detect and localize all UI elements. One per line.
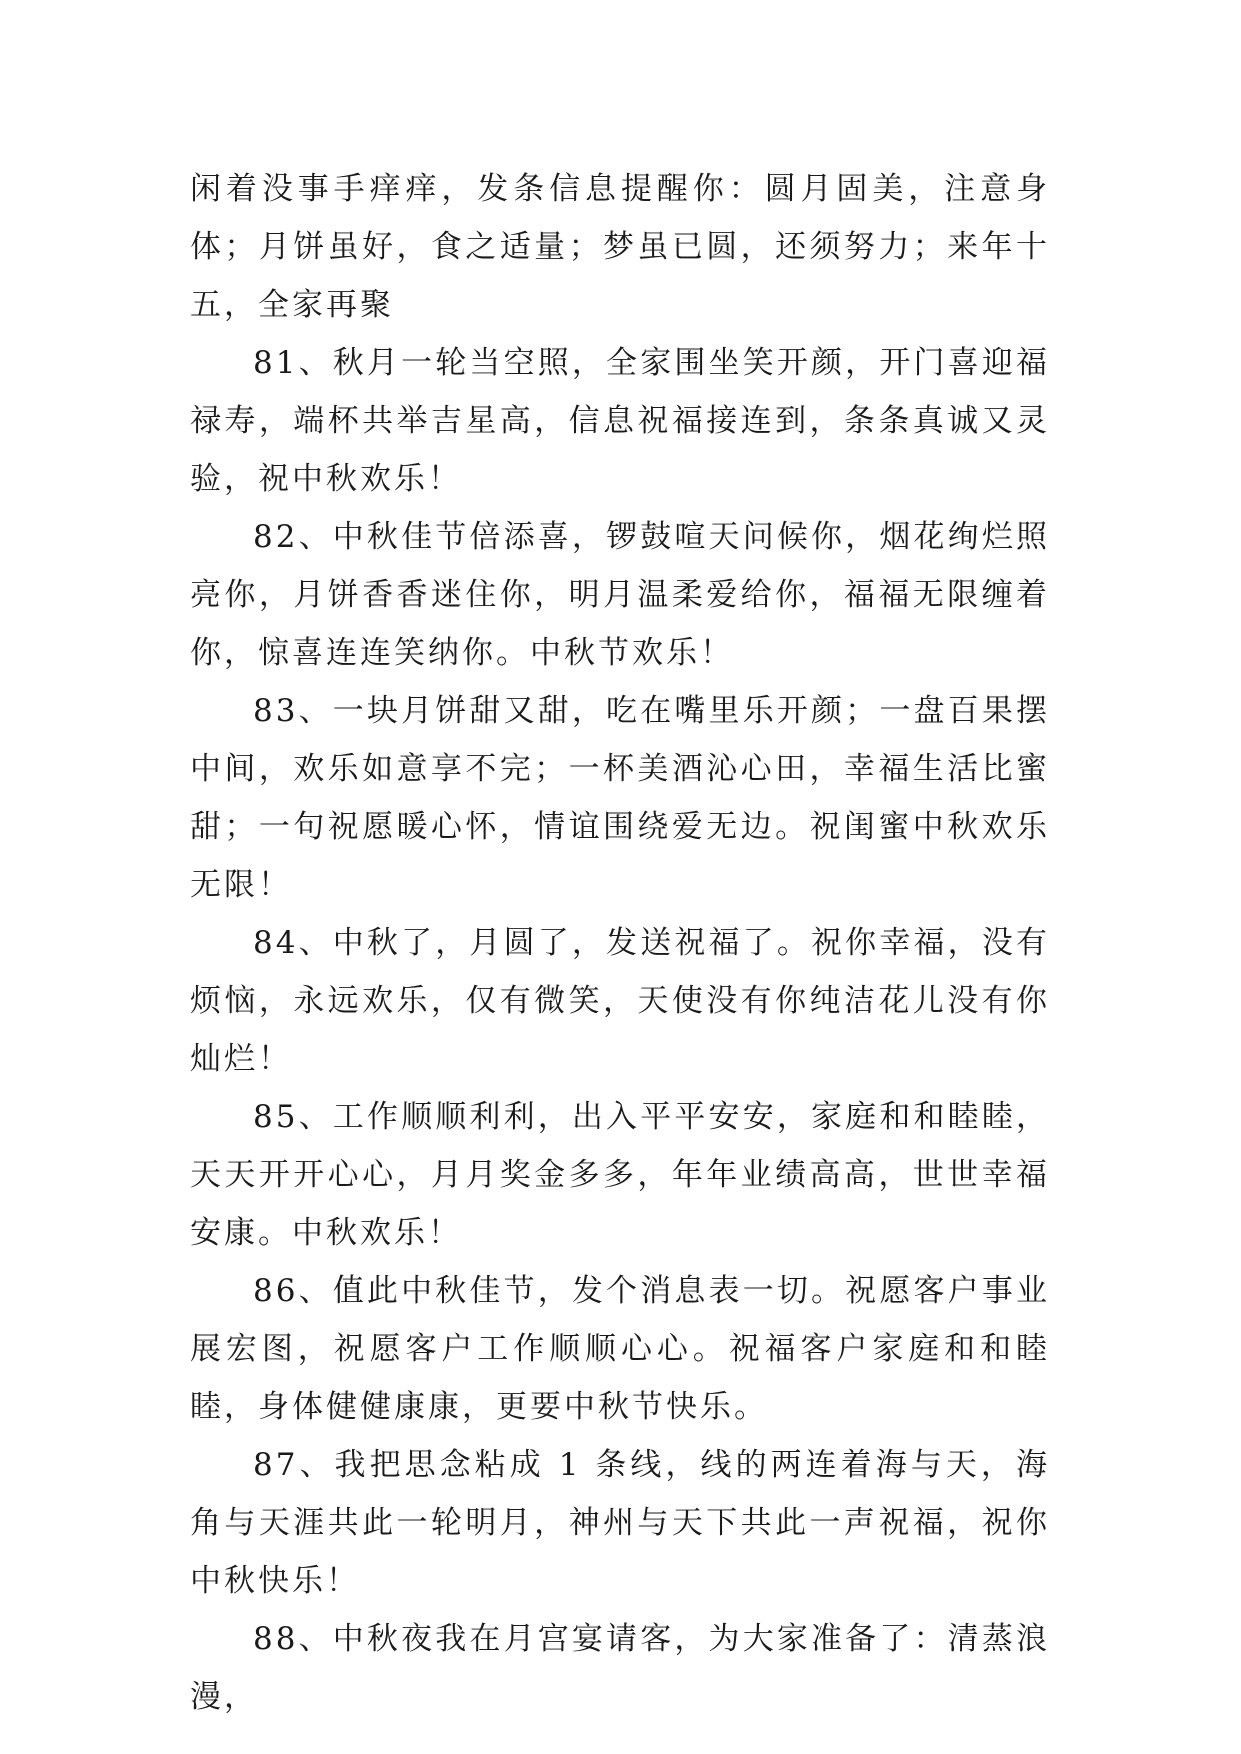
paragraph-81: 81、秋月一轮当空照，全家围坐笑开颜，开门喜迎福禄寿，端杯共举吉星高，信息祝福接连到，条条真诚又灵验，祝中秋欢乐！ <box>190 345 1050 497</box>
document-body <box>190 160 1050 1726</box>
paragraph: 闲着没事手痒痒，发条信息提醒你：圆月固美，注意身体；月饼虽好，食之适量；梦虽已圆，还须努力；来年十五，全家再聚 <box>190 171 1050 323</box>
paragraph-82: 82、中秋佳节倍添喜，锣鼓喧天问候你，烟花绚烂照亮你，月饼香香迷住你，明月温柔爱给你，福福无限缠着你，惊喜连连笑纳你。中秋节欢乐！ <box>190 519 1050 671</box>
paragraph-83: 83、一块月饼甜又甜，吃在嘴里乐开颜；一盘百果摆中间，欢乐如意享不完；一杯美酒沁心田，幸福生活比蜜甜；一句祝愿暖心怀，情谊围绕爱无边。祝闺蜜中秋欢乐无限！ <box>190 693 1050 903</box>
paragraph-85: 85、工作顺顺利利，出入平平安安，家庭和和睦睦，天天开开心心，月月奖金多多，年年业绩高高，世世幸福安康。中秋欢乐！ <box>190 1099 1050 1251</box>
paragraph-87: 87、我把思念粘成 1 条线，线的两连着海与天，海角与天涯共此一轮明月，神州与天下共此一声祝福，祝你中秋快乐！ <box>190 1447 1050 1599</box>
paragraph-88: 88、中秋夜我在月宫宴请客，为大家准备了：清蒸浪漫， <box>190 1621 1050 1715</box>
paragraph-84: 84、中秋了，月圆了，发送祝福了。祝你幸福，没有烦恼，永远欢乐，仅有微笑，天使没有你纯洁花儿没有你灿烂！ <box>190 925 1050 1077</box>
paragraph-86: 86、值此中秋佳节，发个消息表一切。祝愿客户事业展宏图，祝愿客户工作顺顺心心。祝福客户家庭和和睦睦，身体健健康康，更要中秋节快乐。 <box>190 1273 1050 1425</box>
